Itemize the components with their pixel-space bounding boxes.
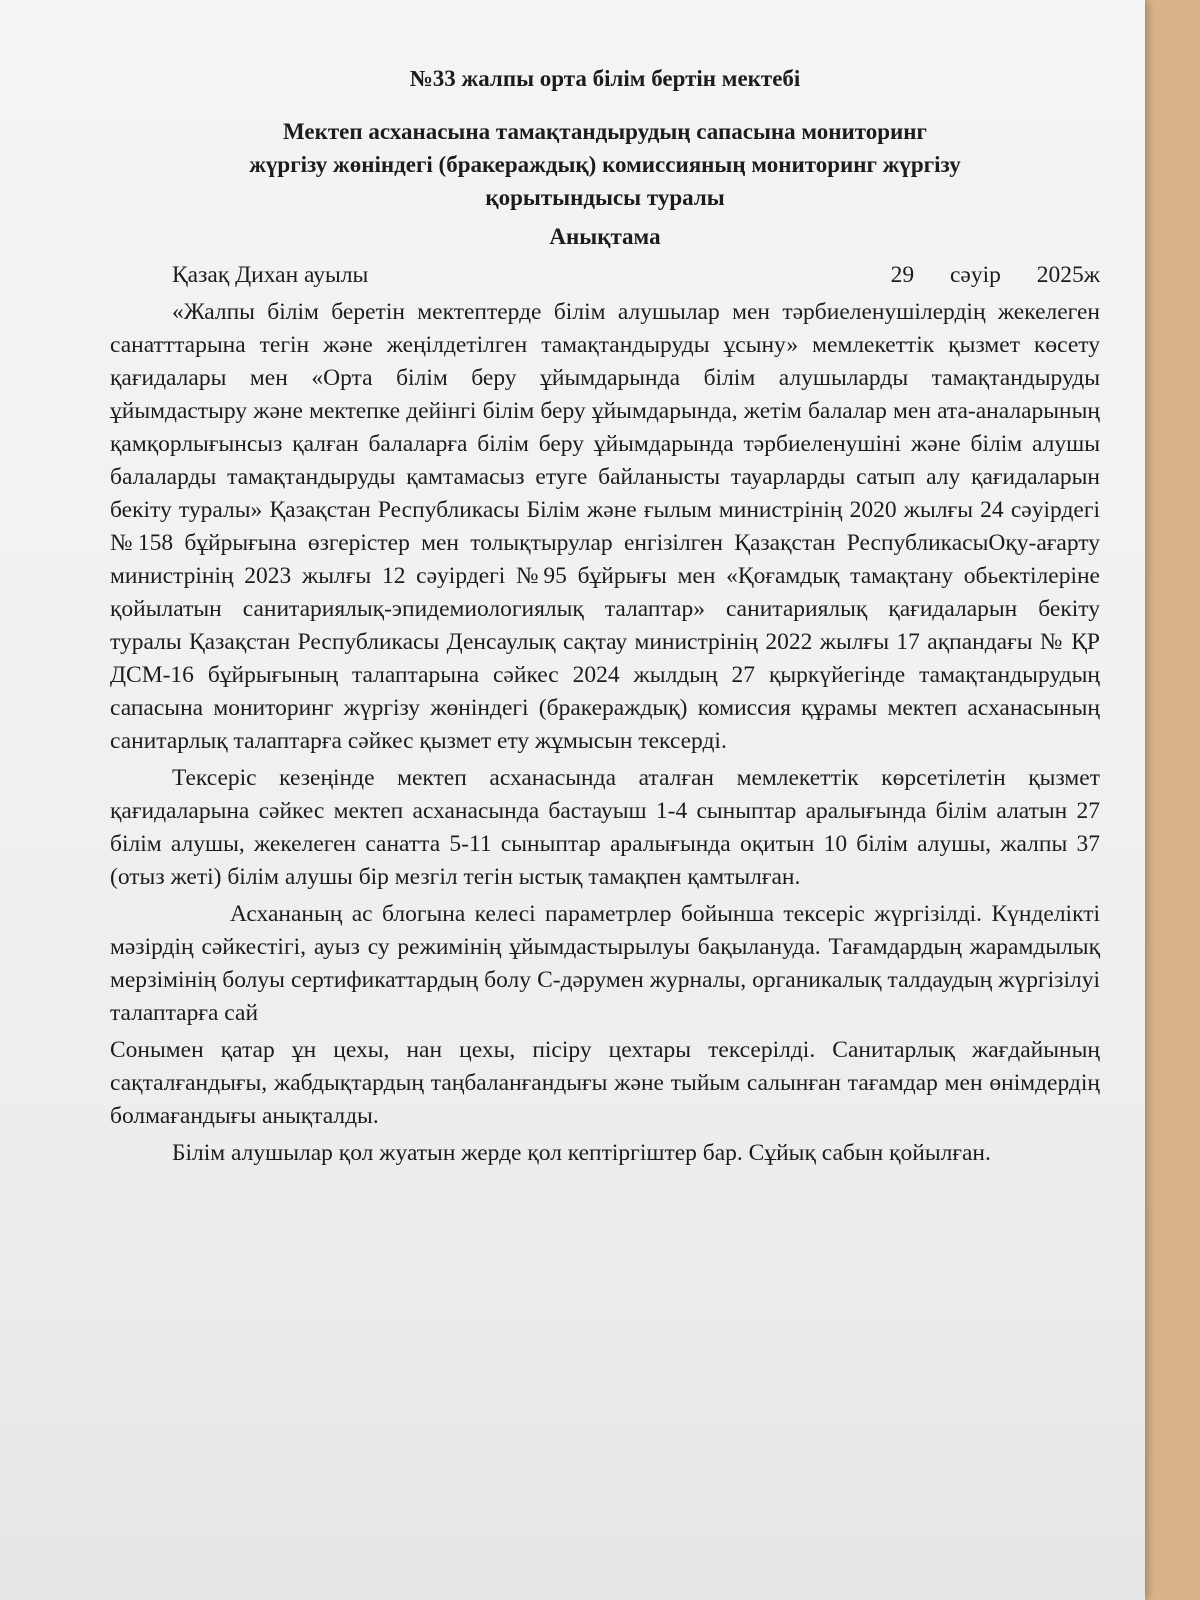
paragraph-handwashing: Білім алушылар қол жуатын жерде қол кептіргіштер бар. Сұйық сабын қойылған. [172, 1140, 991, 1166]
place-date-row [110, 259, 1100, 292]
date-month: сәуір [949, 262, 1001, 288]
document-subject [110, 115, 1100, 214]
paragraph-workshops-check: Сонымен қатар ұн цехы, нан цехы, пісіру цехтары тексерілді. Санитарлық жағдайының сақталғандығы, жабдықтардың таңбаланғандығы және тыйым салынған тағамдар мен өнімдердің болмағандығы анықталды. [110, 1037, 1100, 1129]
document-type: Анықтама [549, 224, 661, 249]
date-year: 2025ж [1036, 262, 1100, 288]
place: Қазақ Дихан ауылы [172, 262, 369, 288]
paragraph-students-coverage: Тексеріс кезеңінде мектеп асханасында аталған мемлекеттік көрсетілетін қызмет қағидаларына сәйкес мектеп асханасында бастауыш 1-4 сыныптар аралығында білім алатын 27 білім алушы, жекелеген санатта 5-11 сыныптар аралығында оқитын 10 білім алушы, жалпы 37 (отыз жеті) білім алушы бір мезгіл тегін ыстық тамақпен қамтылған. [110, 765, 1100, 890]
school-name: №33 жалпы орта білім бертін мектебі [409, 66, 801, 91]
paragraph-legal-basis: «Жалпы білім беретін мектептерде білім алушылар мен тәрбиеленушілердің жекелеген санатттарына тегін және жеңілдетілген тамақтандыруды ұсыну» мемлекеттік қызмет көсету қағидалары мен «Орта білім беру ұйымдарында білім алушыларды тамақтандыруды ұйымдастыру және мектепке дейінгі білім беру ұйымдарында, жетім балалар мен ата-аналарының қамқорлығынсыз қалған балаларға білім беру ұйымдарында тәрбиеленушіні және білім алушы балаларды тамақтандыруды қамтамасыз етуге байланысты тауарларды сатып алу қағидаларын бекіту туралы» Қазақстан Республикасы Білім және ғылым министрінің 2020 жылғы 24 сәуірдегі №158 бұйрығына өзгерістер мен толықтырулар енгізілген Қазақстан РеспубликасыОқу-ағарту министрінің 2023 жылғы 12 сәуірдегі №95 бұйрығы мен «Қоғамдық тамақтану обьектілеріне қойылатын санитариялық-эпидемиологиялық талаптар» санитариялық қағидаларын бекіту туралы Қазақстан Республикасы Денсаулық сақтау министрінің 2022 жылғы 17 ақпандағы № ҚР ДСМ-16 бұйрығының талаптарына сәйкес 2024 жылдың 27 қыркүйегінде тамақтандырудың сапасына мониторинг жүргізу жөніндегі (бракераждық) комиссия құрамы мектеп асханасының санитарлық талаптарға сәйкес қызмет ету жұмысын тексерді. [110, 299, 1100, 754]
subject-line: Мектеп асханасына тамақтандырудың сапасына мониторинг [283, 119, 927, 144]
date-day: 29 [890, 262, 915, 288]
document-body [110, 60, 1100, 1174]
subject-line: қорытындысы туралы [485, 185, 725, 210]
paragraph-kitchen-inspection: Асхананың ас блогына келесі параметрлер бойынша тексеріс жүргізілді. Күнделікті мәзірдің сәйкестігі, ауыз су режимінің ұйымдастырылуы бақылануда. Тағамдардың жарамдылық мерзімінің болуы сертификаттардың болу С-дәрумен журналы, органикалық талдаудың жүргізілуі талаптарға сай [110, 901, 1100, 1026]
document-date [861, 259, 1100, 292]
subject-line: жүргізу жөніндегі (бракераждық) комиссияның мониторинг жүргізу [249, 152, 961, 177]
